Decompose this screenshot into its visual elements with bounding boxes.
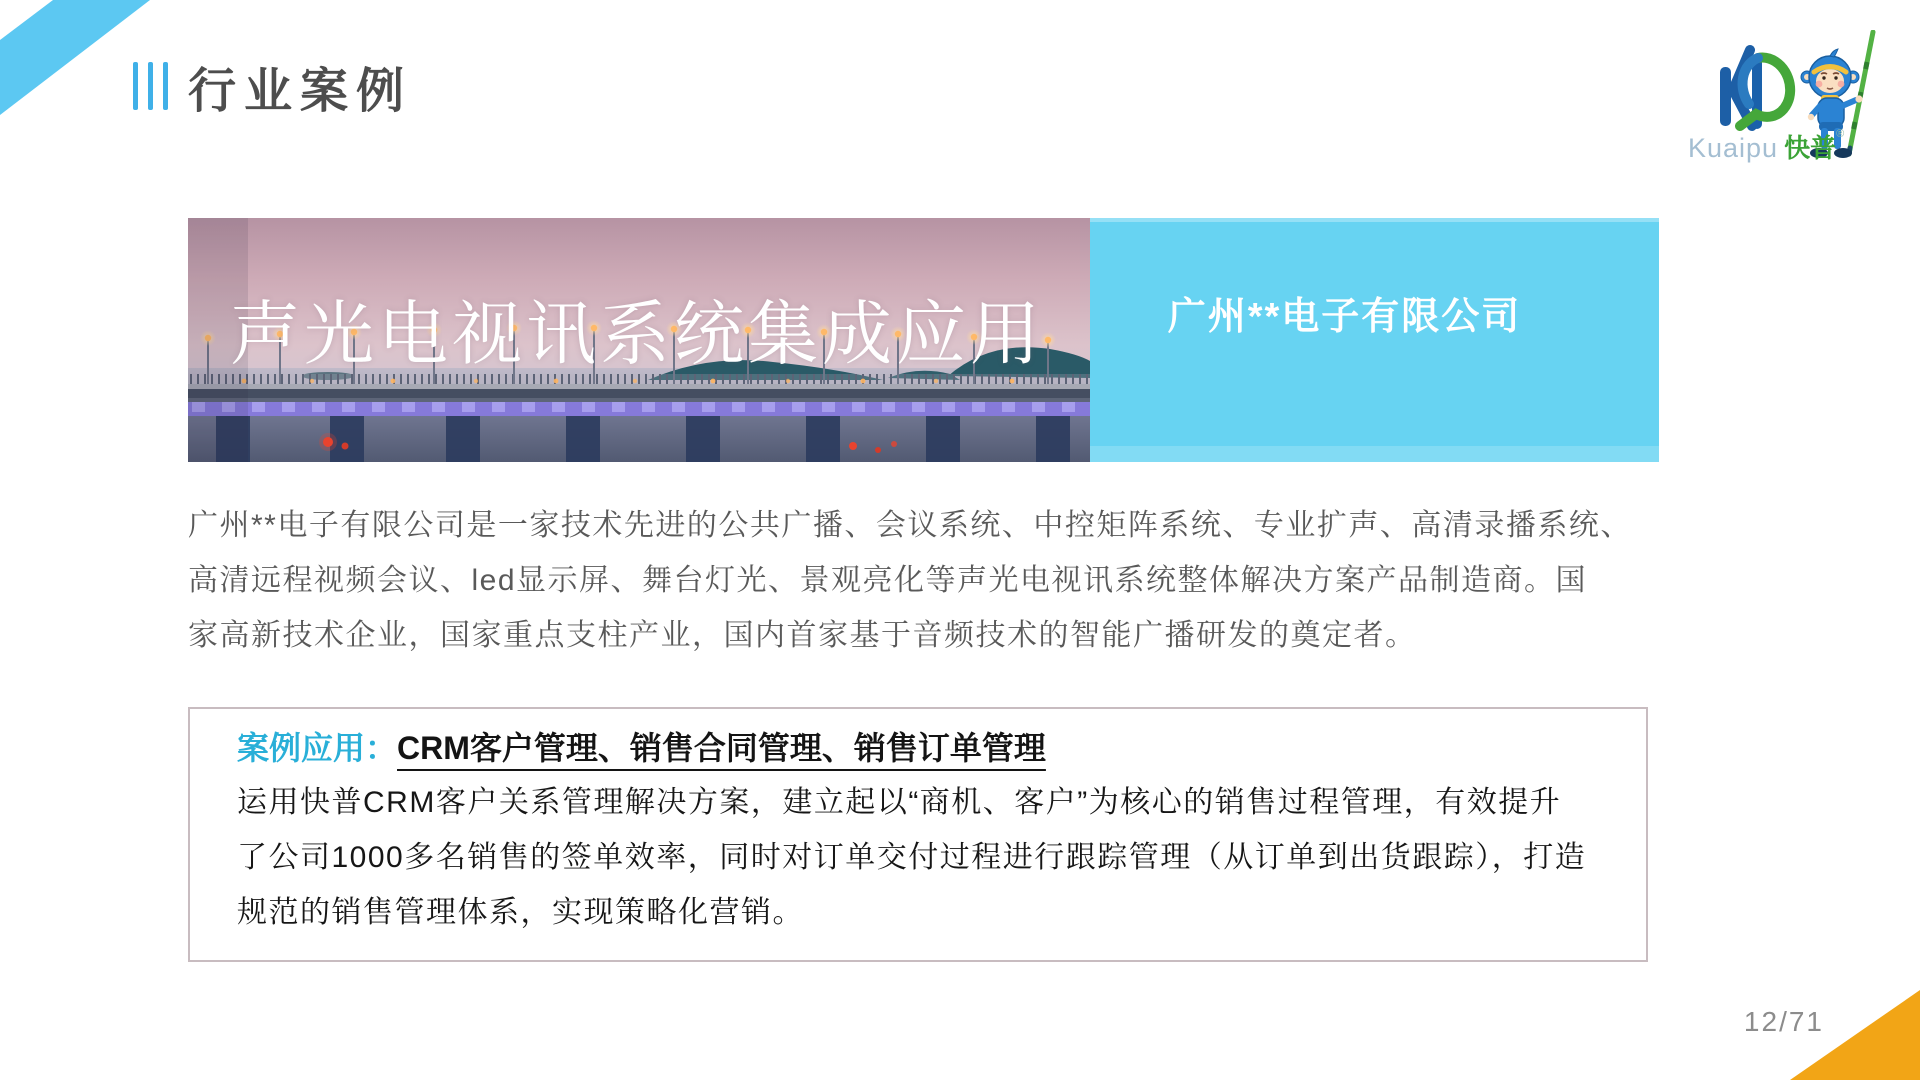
kuaipu-wordmark <box>1688 128 1844 165</box>
banner-company-panel <box>1090 218 1659 462</box>
title-bars-icon <box>133 62 168 110</box>
banner-headline: 声光电视讯系统集成应用 <box>230 295 1044 373</box>
case-application-box <box>188 707 1648 962</box>
banner-photo <box>188 218 1090 462</box>
kuaipu-logo <box>1686 30 1906 180</box>
registered-mark: ® <box>1836 128 1845 140</box>
case-description-line: 运用快普CRM客户关系管理解决方案，建立起以“商机、客户”为核心的销售过程管理，有效提升 <box>237 786 1562 819</box>
company-intro-paragraph <box>188 498 1668 663</box>
page-title: 行业案例 <box>188 65 413 118</box>
intro-line: 高清远程视频会议、led显示屏、舞台灯光、景观亮化等声光电视讯系统整体解决方案产品制造商。国 <box>188 564 1588 597</box>
case-application-list: CRM客户管理、销售合同管理、销售订单管理 <box>397 730 1046 766</box>
page-number: 12/71 <box>1743 1006 1824 1037</box>
case-application-label: 案例应用： <box>237 730 398 766</box>
case-description-line: 规范的销售管理体系，实现策略化营销。 <box>237 896 804 929</box>
intro-line: 家高新技术企业，国家重点支柱产业，国内首家基于音频技术的智能广播研发的奠定者。 <box>188 619 1417 652</box>
case-description-line: 了公司1000多名销售的签单效率，同时对订单交付过程进行跟踪管理（从订单到出货跟踪），打造 <box>237 841 1587 874</box>
brand-latin: Kuaipu <box>1688 133 1779 163</box>
brand-cjk: 快普 <box>1784 133 1837 163</box>
case-application-heading <box>237 723 1046 769</box>
intro-line: 广州**电子有限公司是一家技术先进的公共广播、会议系统、中控矩阵系统、专业扩声、高清录播系统、 <box>188 509 1632 542</box>
case-description <box>237 775 1586 940</box>
company-name: 广州**电子有限公司 <box>1167 295 1522 338</box>
